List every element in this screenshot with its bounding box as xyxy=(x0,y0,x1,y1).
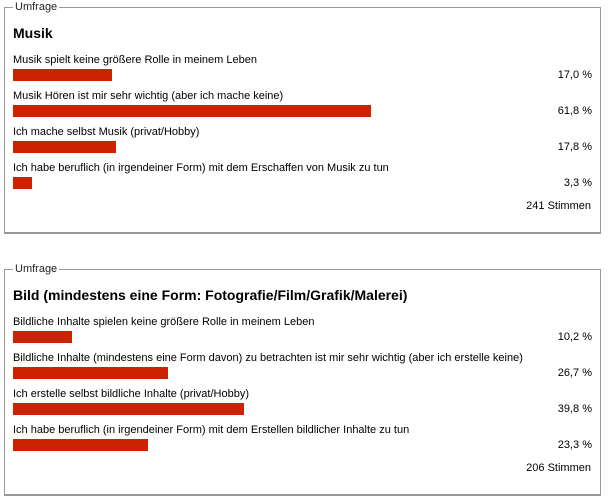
vote-count xyxy=(526,200,591,213)
option-percent: 39,8 % xyxy=(557,403,592,415)
option-percent: 10,2 % xyxy=(557,331,592,343)
option-label: Musik spielt keine größere Rolle in meinem Leben xyxy=(13,54,257,66)
result-bar xyxy=(13,439,148,451)
result-bar xyxy=(13,367,168,379)
poll-musik xyxy=(4,1,601,234)
poll-option xyxy=(13,126,593,156)
option-label: Bildliche Inhalte (mindestens eine Form davon) zu betrachten ist mir sehr wichtig (aber ich erstelle keine) xyxy=(13,352,523,364)
option-label: Musik Hören ist mir sehr wichtig (aber ich mache keine) xyxy=(13,90,284,102)
poll-option xyxy=(13,316,593,346)
option-percent: 17,8 % xyxy=(557,141,592,153)
option-label: Ich mache selbst Musik (privat/Hobby) xyxy=(13,126,200,138)
poll-title: Musik xyxy=(13,25,53,41)
vote-count xyxy=(526,462,591,475)
poll-bild xyxy=(4,263,601,496)
poll-legend: Umfrage xyxy=(15,263,58,275)
option-label: Bildliche Inhalte spielen keine größere Rolle in meinem Leben xyxy=(13,316,315,328)
poll-option xyxy=(13,54,593,84)
result-bar xyxy=(13,105,371,117)
result-bar xyxy=(13,331,72,343)
poll-option xyxy=(13,388,593,418)
poll-option xyxy=(13,352,593,382)
option-percent: 61,8 % xyxy=(557,105,592,117)
option-label: Ich habe beruflich (in irgendeiner Form) mit dem Erschaffen von Musik zu tun xyxy=(13,162,389,174)
poll-option xyxy=(13,162,593,192)
option-percent: 26,7 % xyxy=(557,367,592,379)
option-percent: 23,3 % xyxy=(557,439,592,451)
vote-count-label: Stimmen xyxy=(547,462,591,474)
option-label: Ich erstelle selbst bildliche Inhalte (privat/Hobby) xyxy=(13,388,250,400)
poll-legend: Umfrage xyxy=(15,1,58,13)
option-percent: 17,0 % xyxy=(557,69,592,81)
poll-title: Bild (mindestens eine Form: Fotografie/Film/Grafik/Malerei) xyxy=(13,287,408,303)
option-label: Ich habe beruflich (in irgendeiner Form) mit dem Erstellen bildlicher Inhalte zu tun xyxy=(13,424,410,436)
poll-option xyxy=(13,90,593,120)
poll-option xyxy=(13,424,593,454)
vote-count-number: 241 xyxy=(526,200,545,212)
result-bar xyxy=(13,141,116,153)
result-bar xyxy=(13,403,244,415)
result-bar xyxy=(13,177,32,189)
option-percent: 3,3 % xyxy=(563,177,592,189)
vote-count-label: Stimmen xyxy=(547,200,591,212)
vote-count-number: 206 xyxy=(526,462,545,474)
result-bar xyxy=(13,69,112,81)
